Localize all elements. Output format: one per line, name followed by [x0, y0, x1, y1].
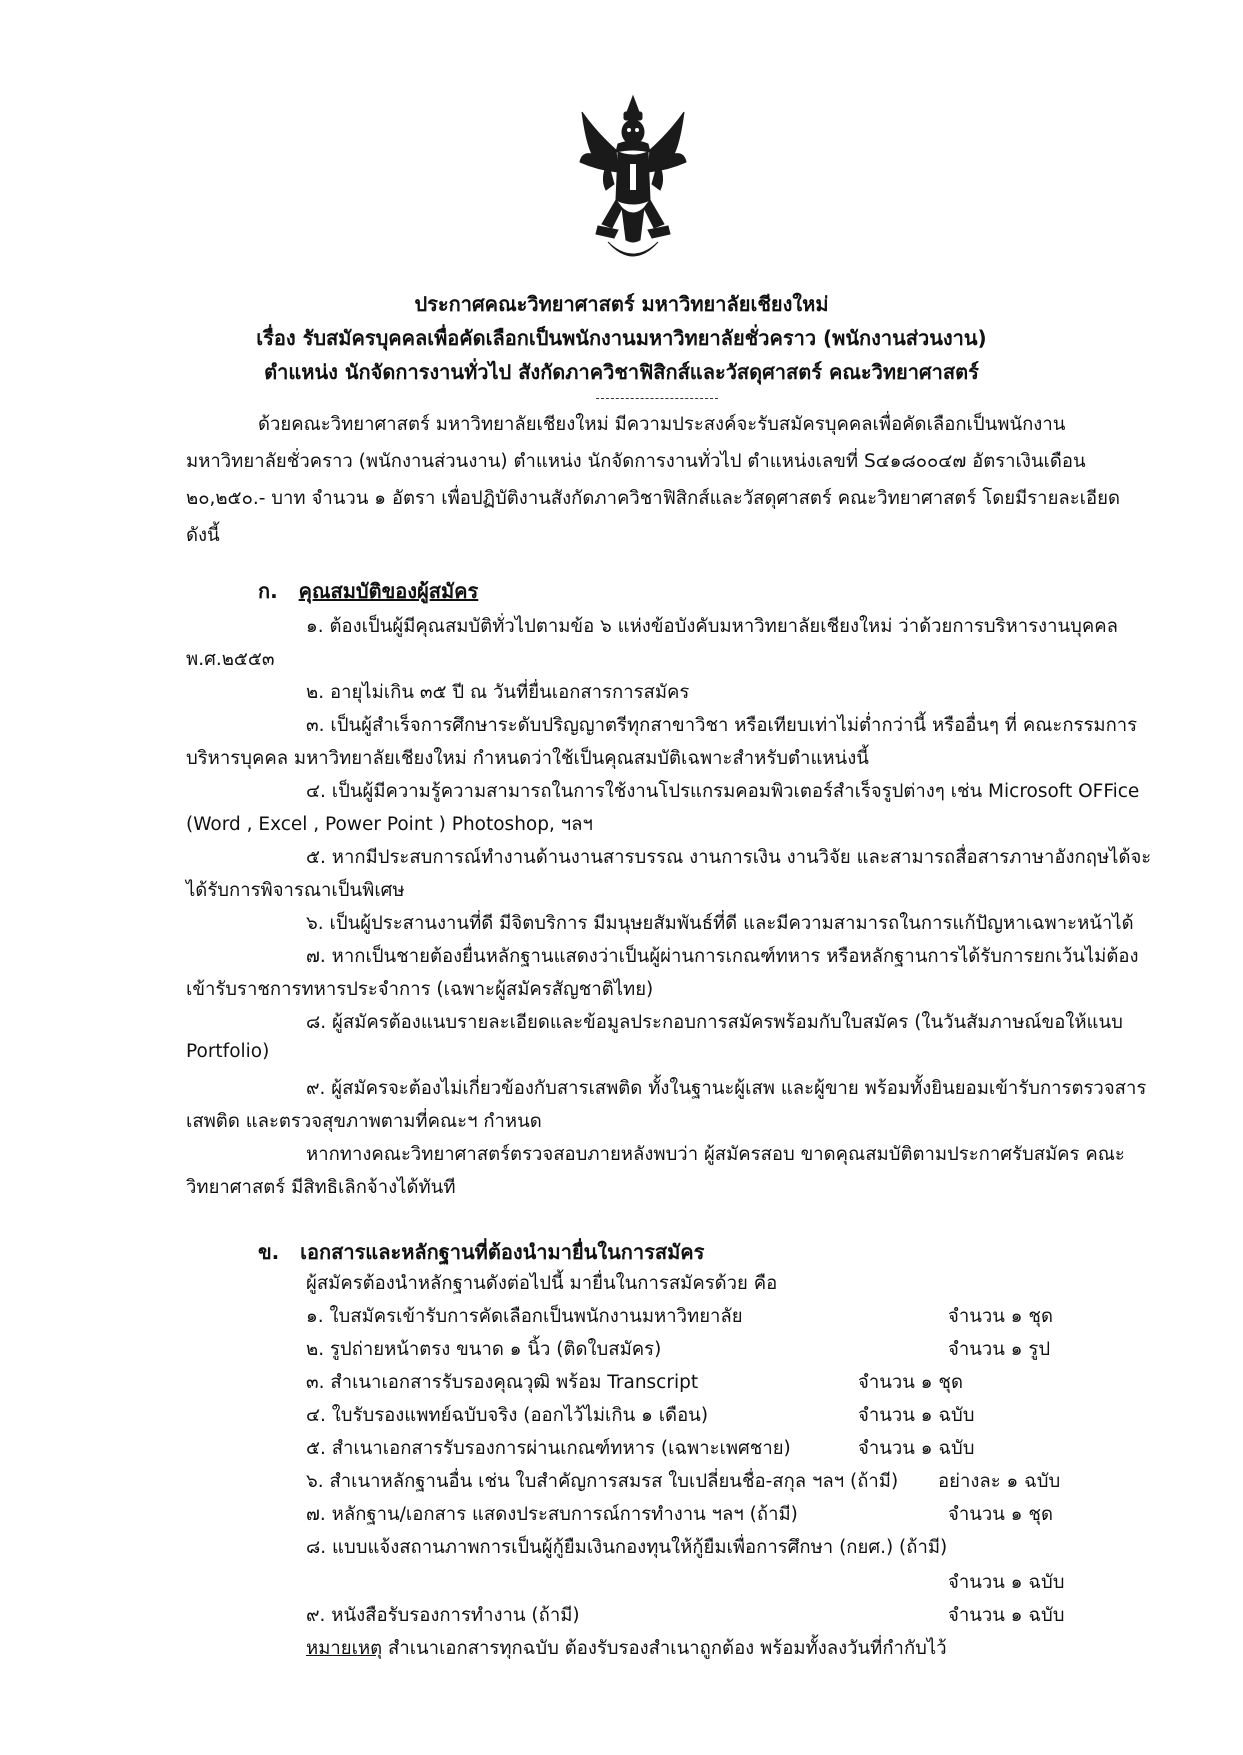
- document-amount: อย่างละ ๑ ฉบับ: [938, 1471, 1061, 1492]
- intro-line: ๒๐,๒๕๐.- บาท จำนวน ๑ อัตรา เพื่อปฏิบัติงานสังกัดภาควิชาฟิสิกส์และวัสดุศาสตร์ คณะวิทยาศาสตร์ โดยมีรายละเอียด: [186, 488, 1120, 509]
- section-a-title: คุณสมบัติของผู้สมัคร: [298, 579, 479, 603]
- document-amount: จำนวน ๑ ฉบับ: [948, 1572, 1065, 1593]
- announcement-title: ประกาศคณะวิทยาศาสตร์ มหาวิทยาลัยเชียงใหม่: [414, 292, 829, 316]
- document-amount: จำนวน ๑ ชุด: [948, 1504, 1053, 1525]
- qualification-line: ๙. ผู้สมัครจะต้องไม่เกี่ยวข้องกับสารเสพติด ทั้งในฐานะผู้เสพ และผู้ขาย พร้อมทั้งยินยอมเข้ารับการตรวจสาร: [306, 1078, 1147, 1099]
- announcement-position: ตำแหน่ง นักจัดการงานทั่วไป สังกัดภาควิชาฟิสิกส์และวัสดุศาสตร์ คณะวิทยาศาสตร์: [264, 360, 979, 384]
- title-divider: [596, 398, 718, 399]
- document-item: ๘. แบบแจ้งสถานภาพการเป็นผู้กู้ยืมเงินกองทุนให้กู้ยืมเพื่อการศึกษา (กยศ.) (ถ้ามี): [306, 1537, 948, 1558]
- qualification-line: ๓. เป็นผู้สำเร็จการศึกษาระดับปริญญาตรีทุกสาขาวิชา หรือเทียบเท่าไม่ต่ำกว่านี้ หรืออื่นๆ ที่ คณะกรรมการ: [306, 715, 1138, 736]
- section-b-letter: ข.: [258, 1240, 280, 1264]
- document-item: ๓. สำเนาเอกสารรับรองคุณวุฒิ พร้อม Transcript: [306, 1372, 699, 1393]
- section-b-heading: [258, 1236, 704, 1268]
- document-amount: จำนวน ๑ ชุด: [948, 1306, 1053, 1327]
- qualification-line: ๔. เป็นผู้มีความรู้ความสามารถในการใช้งานโปรแกรมคอมพิวเตอร์สำเร็จรูปต่างๆ เช่น Microsoft OFFice: [306, 781, 1140, 802]
- qualification-line: เสพติด และตรวจสุขภาพตามที่คณะฯ กำหนด: [186, 1111, 542, 1132]
- intro-line: ดังนี้: [186, 525, 220, 546]
- note-text: สำเนาเอกสารทุกฉบับ ต้องรับรองสำเนาถูกต้อง พร้อมทั้งลงวันที่กำกับไว้: [382, 1638, 947, 1659]
- qualification-line: ๑. ต้องเป็นผู้มีคุณสมบัติทั่วไปตามข้อ ๖ แห่งข้อบังคับมหาวิทยาลัยเชียงใหม่ ว่าด้วยการบริหารงานบุคคล: [306, 616, 1118, 637]
- qualification-line: เข้ารับราชการทหารประจำการ (เฉพาะผู้สมัครสัญชาติไทย): [186, 979, 654, 1000]
- intro-line: มหาวิทยาลัยชั่วคราว (พนักงานส่วนงาน) ตำแหน่ง นักจัดการงานทั่วไป ตำแหน่งเลขที่ S๔๑๘๐๐๔๗ อัตราเงินเดือน: [186, 451, 1086, 472]
- document-amount: จำนวน ๑ รูป: [948, 1339, 1051, 1360]
- qualification-line: ได้รับการพิจารณาเป็นพิเศษ: [186, 880, 405, 901]
- document-amount: จำนวน ๑ ฉบับ: [858, 1438, 975, 1459]
- qualification-line: ๖. เป็นผู้ประสานงานที่ดี มีจิตบริการ มีมนุษยสัมพันธ์ที่ดี และมีความสามารถในการแก้ปัญหาเฉพาะหน้าได้: [306, 913, 1134, 934]
- qualification-line: (Word , Excel , Power Point ) Photoshop, ฯลฯ: [186, 814, 593, 835]
- qualification-line: ๗. หากเป็นชายต้องยื่นหลักฐานแสดงว่าเป็นผู้ผ่านการเกณฑ์ทหาร หรือหลักฐานการได้รับการยกเว้นไม่ต้อง: [306, 946, 1139, 967]
- qualification-line: Portfolio): [186, 1041, 270, 1062]
- qualification-line: บริหารบุคคล มหาวิทยาลัยเชียงใหม่ กำหนดว่าใช้เป็นคุณสมบัติเฉพาะสำหรับตำแหน่งนี้: [186, 748, 869, 769]
- document-item: ๙. หนังสือรับรองการทำงาน (ถ้ามี): [306, 1605, 580, 1626]
- qualification-line: ๘. ผู้สมัครต้องแนบรายละเอียดและข้อมูลประกอบการสมัครพร้อมกับใบสมัคร (ในวันสัมภาษณ์ขอให้แนบ: [306, 1012, 1123, 1033]
- intro-line: ด้วยคณะวิทยาศาสตร์ มหาวิทยาลัยเชียงใหม่ มีความประสงค์จะรับสมัครบุคคลเพื่อคัดเลือกเป็นพนักงาน: [258, 414, 1066, 435]
- garuda-emblem-icon: [578, 92, 688, 270]
- document-item: ๖. สำเนาหลักฐานอื่น เช่น ใบสำคัญการสมรส ใบเปลี่ยนชื่อ-สกุล ฯลฯ (ถ้ามี): [306, 1471, 899, 1492]
- document-amount: จำนวน ๑ ชุด: [858, 1372, 963, 1393]
- note-label: หมายเหตุ: [306, 1638, 383, 1659]
- qualification-line: หากทางคณะวิทยาศาสตร์ตรวจสอบภายหลังพบว่า ผู้สมัครสอบ ขาดคุณสมบัติตามประกาศรับสมัคร คณะ: [306, 1144, 1125, 1165]
- section-b-title: เอกสารและหลักฐานที่ต้องนำมายื่นในการสมัคร: [300, 1240, 705, 1264]
- qualification-line: วิทยาศาสตร์ มีสิทธิเลิกจ้างได้ทันที: [186, 1177, 456, 1198]
- section-a-heading: [258, 575, 478, 607]
- document-item: ๕. สำเนาเอกสารรับรองการผ่านเกณฑ์ทหาร (เฉพาะเพศชาย): [306, 1438, 791, 1459]
- document-item: ๗. หลักฐาน/เอกสาร แสดงประสบการณ์การทำงาน ฯลฯ (ถ้ามี): [306, 1504, 798, 1525]
- documents-lead: ผู้สมัครต้องนำหลักฐานดังต่อไปนี้ มายื่นในการสมัครด้วย คือ: [306, 1273, 778, 1294]
- section-a-letter: ก.: [258, 579, 278, 603]
- qualification-line: พ.ศ.๒๕๕๓: [186, 649, 275, 670]
- announcement-subject: เรื่อง รับสมัครบุคคลเพื่อคัดเลือกเป็นพนักงานมหาวิทยาลัยชั่วคราว (พนักงานส่วนงาน): [256, 326, 987, 350]
- documents-note: [306, 1634, 947, 1663]
- document-item: ๑. ใบสมัครเข้ารับการคัดเลือกเป็นพนักงานมหาวิทยาลัย: [306, 1306, 743, 1327]
- qualification-line: ๒. อายุไม่เกิน ๓๕ ปี ณ วันที่ยื่นเอกสารการสมัคร: [306, 682, 690, 703]
- document-amount: จำนวน ๑ ฉบับ: [858, 1405, 975, 1426]
- document-item: ๒. รูปถ่ายหน้าตรง ขนาด ๑ นิ้ว (ติดใบสมัคร): [306, 1339, 662, 1360]
- document-amount: จำนวน ๑ ฉบับ: [948, 1605, 1065, 1626]
- qualification-line: ๕. หากมีประสบการณ์ทำงานด้านงานสารบรรณ งานการเงิน งานวิจัย และสามารถสื่อสารภาษาอังกฤษได้จะ: [306, 847, 1152, 868]
- document-item: ๔. ใบรับรองแพทย์ฉบับจริง (ออกไว้ไม่เกิน ๑ เดือน): [306, 1405, 709, 1426]
